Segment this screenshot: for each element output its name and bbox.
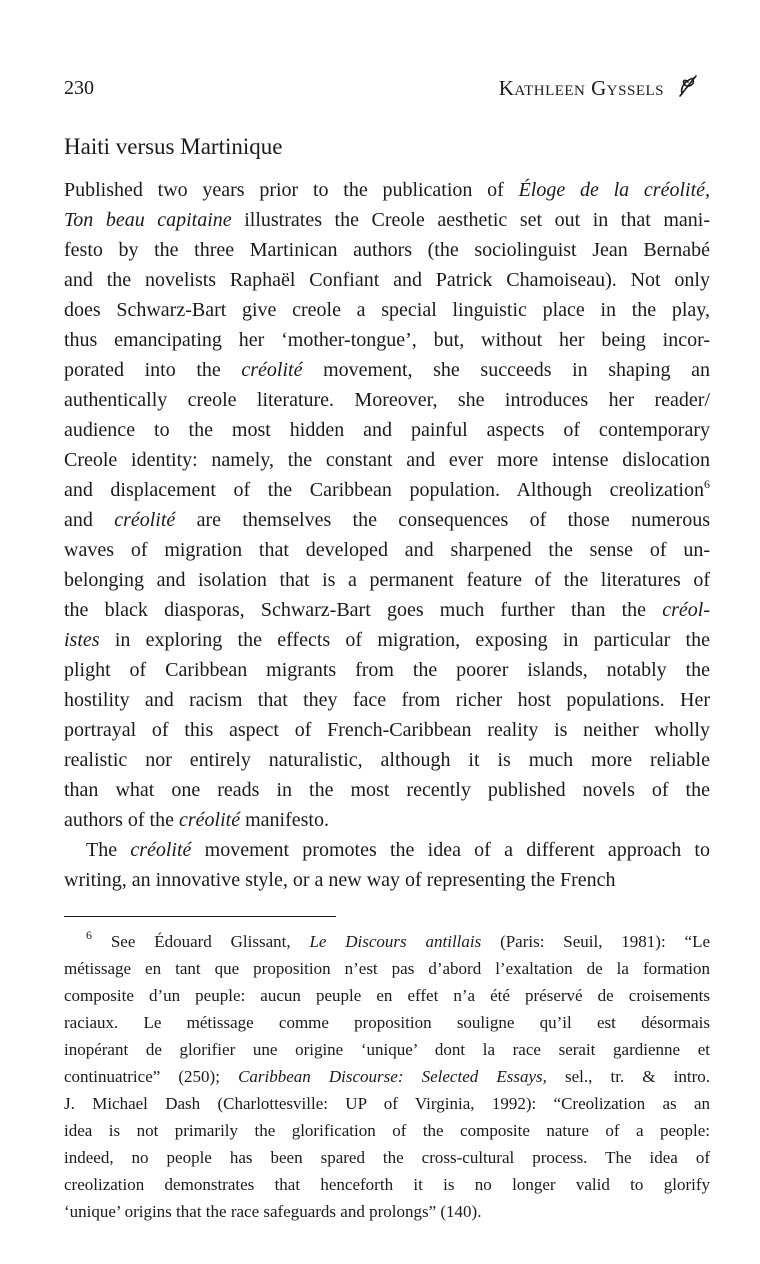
text-run: The bbox=[86, 839, 131, 861]
italic-text: créolité bbox=[241, 359, 303, 381]
italic-text: Le Discours antillais bbox=[309, 932, 482, 951]
footnote bbox=[64, 928, 710, 1225]
text-run: authors of the bbox=[64, 809, 179, 831]
italic-text: créol- bbox=[662, 599, 710, 621]
footnote-line bbox=[64, 1009, 710, 1036]
text-run: portrayal of this aspect of French-Caribbean reality is neither wholly bbox=[64, 719, 710, 741]
body-line bbox=[64, 355, 710, 385]
body-line bbox=[64, 265, 710, 295]
footnote-line bbox=[64, 955, 710, 982]
text-run: writing, an innovative style, or a new way of representing the French bbox=[64, 869, 616, 891]
footnote-marker: 6 bbox=[86, 928, 92, 942]
footnote-line bbox=[64, 1117, 710, 1144]
italic-text: Caribbean Discourse: Selected Essays, bbox=[238, 1067, 547, 1086]
body-line bbox=[64, 505, 710, 535]
text-run: festo by the three Martinican authors (the sociolinguist Jean Bernabé bbox=[64, 239, 710, 261]
italic-text: créolité bbox=[130, 839, 192, 861]
body-line bbox=[64, 745, 710, 775]
text-run: waves of migration that developed and sharpened the sense of un- bbox=[64, 539, 710, 561]
footnote-line bbox=[64, 1063, 710, 1090]
text-run: manifesto. bbox=[240, 809, 329, 831]
text-run: realistic nor entirely naturalistic, although it is much more reliable bbox=[64, 749, 710, 771]
italic-text: istes bbox=[64, 629, 100, 651]
body-text bbox=[64, 175, 710, 895]
text-run: Published two years prior to the publication of bbox=[64, 179, 519, 201]
text-run: continuatrice” (250); bbox=[64, 1067, 239, 1086]
text-run: composite d’un peuple: aucun peuple en effet n’a été préservé de croisements bbox=[64, 986, 710, 1005]
italic-text: Éloge de la créolité, bbox=[518, 179, 711, 201]
body-line bbox=[64, 175, 710, 205]
text-run: hostility and racism that they face from richer host populations. Her bbox=[64, 689, 710, 711]
text-run: plight of Caribbean migrants from the poorer islands, notably the bbox=[64, 659, 710, 681]
fleuron-icon bbox=[676, 72, 700, 100]
text-run: raciaux. Le métissage comme proposition souligne qu’il est désormais bbox=[64, 1013, 710, 1032]
text-run: does Schwarz-Bart give creole a special linguistic place in the play, bbox=[64, 299, 710, 321]
footnote-line bbox=[64, 982, 710, 1009]
text-run: and bbox=[64, 509, 115, 531]
body-line bbox=[64, 205, 710, 235]
running-head bbox=[64, 74, 700, 102]
text-run: belonging and isolation that is a permanent feature of the literatures of bbox=[64, 569, 710, 591]
text-run: and the novelists Raphaël Confiant and Patrick Chamoiseau). Not only bbox=[64, 269, 710, 291]
text-run: authentically creole literature. Moreover, she introduces her reader/ bbox=[64, 389, 710, 411]
body-line bbox=[64, 295, 710, 325]
footnote-line bbox=[64, 1198, 710, 1225]
footnote-line bbox=[64, 1036, 710, 1063]
footnote-line bbox=[64, 1090, 710, 1117]
body-line bbox=[64, 535, 710, 565]
footnote-marker: 6 bbox=[704, 477, 710, 491]
text-run: in exploring the effects of migration, exposing in particular the bbox=[99, 629, 710, 651]
text-run: movement, she succeeds in shaping an bbox=[302, 359, 710, 381]
text-run: porated into the bbox=[64, 359, 242, 381]
body-line bbox=[64, 865, 710, 895]
text-run: illustrates the Creole aesthetic set out in that mani- bbox=[231, 209, 710, 231]
text-run: audience to the most hidden and painful aspects of contemporary bbox=[64, 419, 710, 441]
body-line bbox=[64, 685, 710, 715]
italic-text: créolité bbox=[178, 809, 241, 831]
body-line bbox=[64, 385, 710, 415]
text-run: sel., tr. & intro. bbox=[546, 1067, 711, 1086]
body-line bbox=[64, 835, 710, 865]
text-run: thus emancipating her ‘mother-tongue’, but, without her being incor- bbox=[64, 329, 710, 351]
body-line bbox=[64, 235, 710, 265]
text-run: ‘unique’ origins that the race safeguards and prolongs” (140). bbox=[64, 1202, 482, 1221]
text-run: creolization demonstrates that henceforth it is no longer valid to glorify bbox=[64, 1175, 710, 1194]
body-line bbox=[64, 475, 710, 505]
footnote-line bbox=[64, 1171, 710, 1198]
text-run: Creole identity: namely, the constant and ever more intense dislocation bbox=[64, 449, 710, 471]
body-line bbox=[64, 415, 710, 445]
text-run: and displacement of the Caribbean population. Although creolization bbox=[64, 479, 704, 501]
running-head-author: Kathleen Gyssels bbox=[498, 76, 664, 100]
text-run: movement promotes the idea of a different approach to bbox=[191, 839, 710, 861]
body-line bbox=[64, 625, 710, 655]
text-run: J. Michael Dash (Charlottesville: UP of Virginia, 1992): “Creolization as an bbox=[64, 1094, 710, 1113]
body-line bbox=[64, 805, 710, 835]
text-run: métissage en tant que proposition n’est pas d’abord l’exaltation de la formation bbox=[64, 959, 710, 978]
italic-text: Ton beau capitaine bbox=[64, 209, 232, 231]
text-run: inopérant de glorifier une origine ‘unique’ dont la race serait gardienne et bbox=[64, 1040, 710, 1059]
body-line bbox=[64, 775, 710, 805]
body-line bbox=[64, 655, 710, 685]
text-run: the black diasporas, Schwarz-Bart goes much further than the bbox=[64, 599, 663, 621]
text-run: are themselves the consequences of those numerous bbox=[175, 509, 710, 531]
italic-text: créolité bbox=[114, 509, 176, 531]
section-heading: Haiti versus Martinique bbox=[64, 134, 283, 159]
body-line bbox=[64, 595, 710, 625]
body-line bbox=[64, 325, 710, 355]
footnote-rule bbox=[64, 916, 336, 917]
body-line bbox=[64, 565, 710, 595]
text-run: (Paris: Seuil, 1981): “Le bbox=[481, 932, 710, 951]
page-number: 230 bbox=[64, 77, 94, 99]
body-line bbox=[64, 715, 710, 745]
body-line bbox=[64, 445, 710, 475]
text-run: than what one reads in the most recently published novels of the bbox=[64, 779, 710, 801]
footnote-line bbox=[64, 928, 710, 955]
footnote-line bbox=[64, 1144, 710, 1171]
text-run: idea is not primarily the glorification of the composite nature of a people: bbox=[64, 1121, 710, 1140]
text-run: See Édouard Glissant, bbox=[92, 932, 310, 951]
text-run: indeed, no people has been spared the cross-cultural process. The idea of bbox=[64, 1148, 710, 1167]
